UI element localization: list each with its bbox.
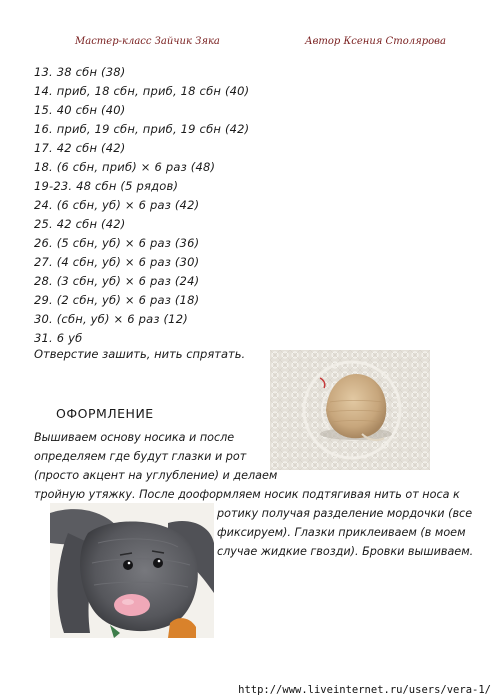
paragraph-line: тройную утяжку. После дооформляем носик подтягивая нить от носа к bbox=[34, 488, 460, 501]
header-author: Автор Ксения Столярова bbox=[305, 36, 446, 47]
closing-note: Отверстие зашить, нить спрятать. bbox=[34, 347, 246, 361]
pattern-row: 13. 38 сбн (38) bbox=[34, 65, 126, 79]
source-url[interactable]: http://www.liveinternet.ru/users/vera-1/ bbox=[235, 683, 494, 697]
pattern-row: 31. 6 уб bbox=[34, 331, 83, 345]
paragraph-line: определяем где будут глазки и рот bbox=[34, 450, 247, 463]
paragraph-line: (просто акцент на углубление) и делаем bbox=[34, 469, 278, 482]
pattern-row: 18. (6 сбн, приб) × 6 раз (48) bbox=[34, 160, 216, 174]
pattern-row: 29. (2 сбн, уб) × 6 раз (18) bbox=[34, 293, 200, 307]
section-title: ОФОРМЛЕНИЕ bbox=[56, 406, 154, 421]
photo-bunny-face bbox=[50, 503, 214, 638]
paragraph-line: случае жидкие гвозди). Бровки вышиваем. bbox=[217, 545, 474, 558]
pattern-row: 16. приб, 19 сбн, приб, 19 сбн (42) bbox=[34, 122, 250, 136]
pattern-row: 17. 42 сбн (42) bbox=[34, 141, 126, 155]
paragraph-line: фиксируем). Глазки приклеиваем (в моем bbox=[217, 526, 466, 539]
header-course-title: Мастер-класс Зайчик Зяка bbox=[75, 36, 220, 47]
paragraph-line: Вышиваем основу носика и после bbox=[34, 431, 235, 444]
pattern-row: 14. приб, 18 сбн, приб, 18 сбн (40) bbox=[34, 84, 250, 98]
pattern-row: 25. 42 сбн (42) bbox=[34, 217, 126, 231]
pattern-row: 28. (3 сбн, уб) × 6 раз (24) bbox=[34, 274, 200, 288]
photo-crochet-head bbox=[270, 350, 430, 470]
pattern-rows bbox=[34, 63, 249, 348]
pattern-row: 24. (6 сбн, уб) × 6 раз (42) bbox=[34, 198, 200, 212]
paragraph-line: ротику получая разделение мордочки (все bbox=[217, 507, 473, 520]
pattern-row: 27. (4 сбн, уб) × 6 раз (30) bbox=[34, 255, 200, 269]
pattern-row: 26. (5 сбн, уб) × 6 раз (36) bbox=[34, 236, 200, 250]
pattern-row: 19-23. 48 сбн (5 рядов) bbox=[34, 179, 179, 193]
pattern-row: 15. 40 сбн (40) bbox=[34, 103, 126, 117]
pattern-row: 30. (сбн, уб) × 6 раз (12) bbox=[34, 312, 188, 326]
